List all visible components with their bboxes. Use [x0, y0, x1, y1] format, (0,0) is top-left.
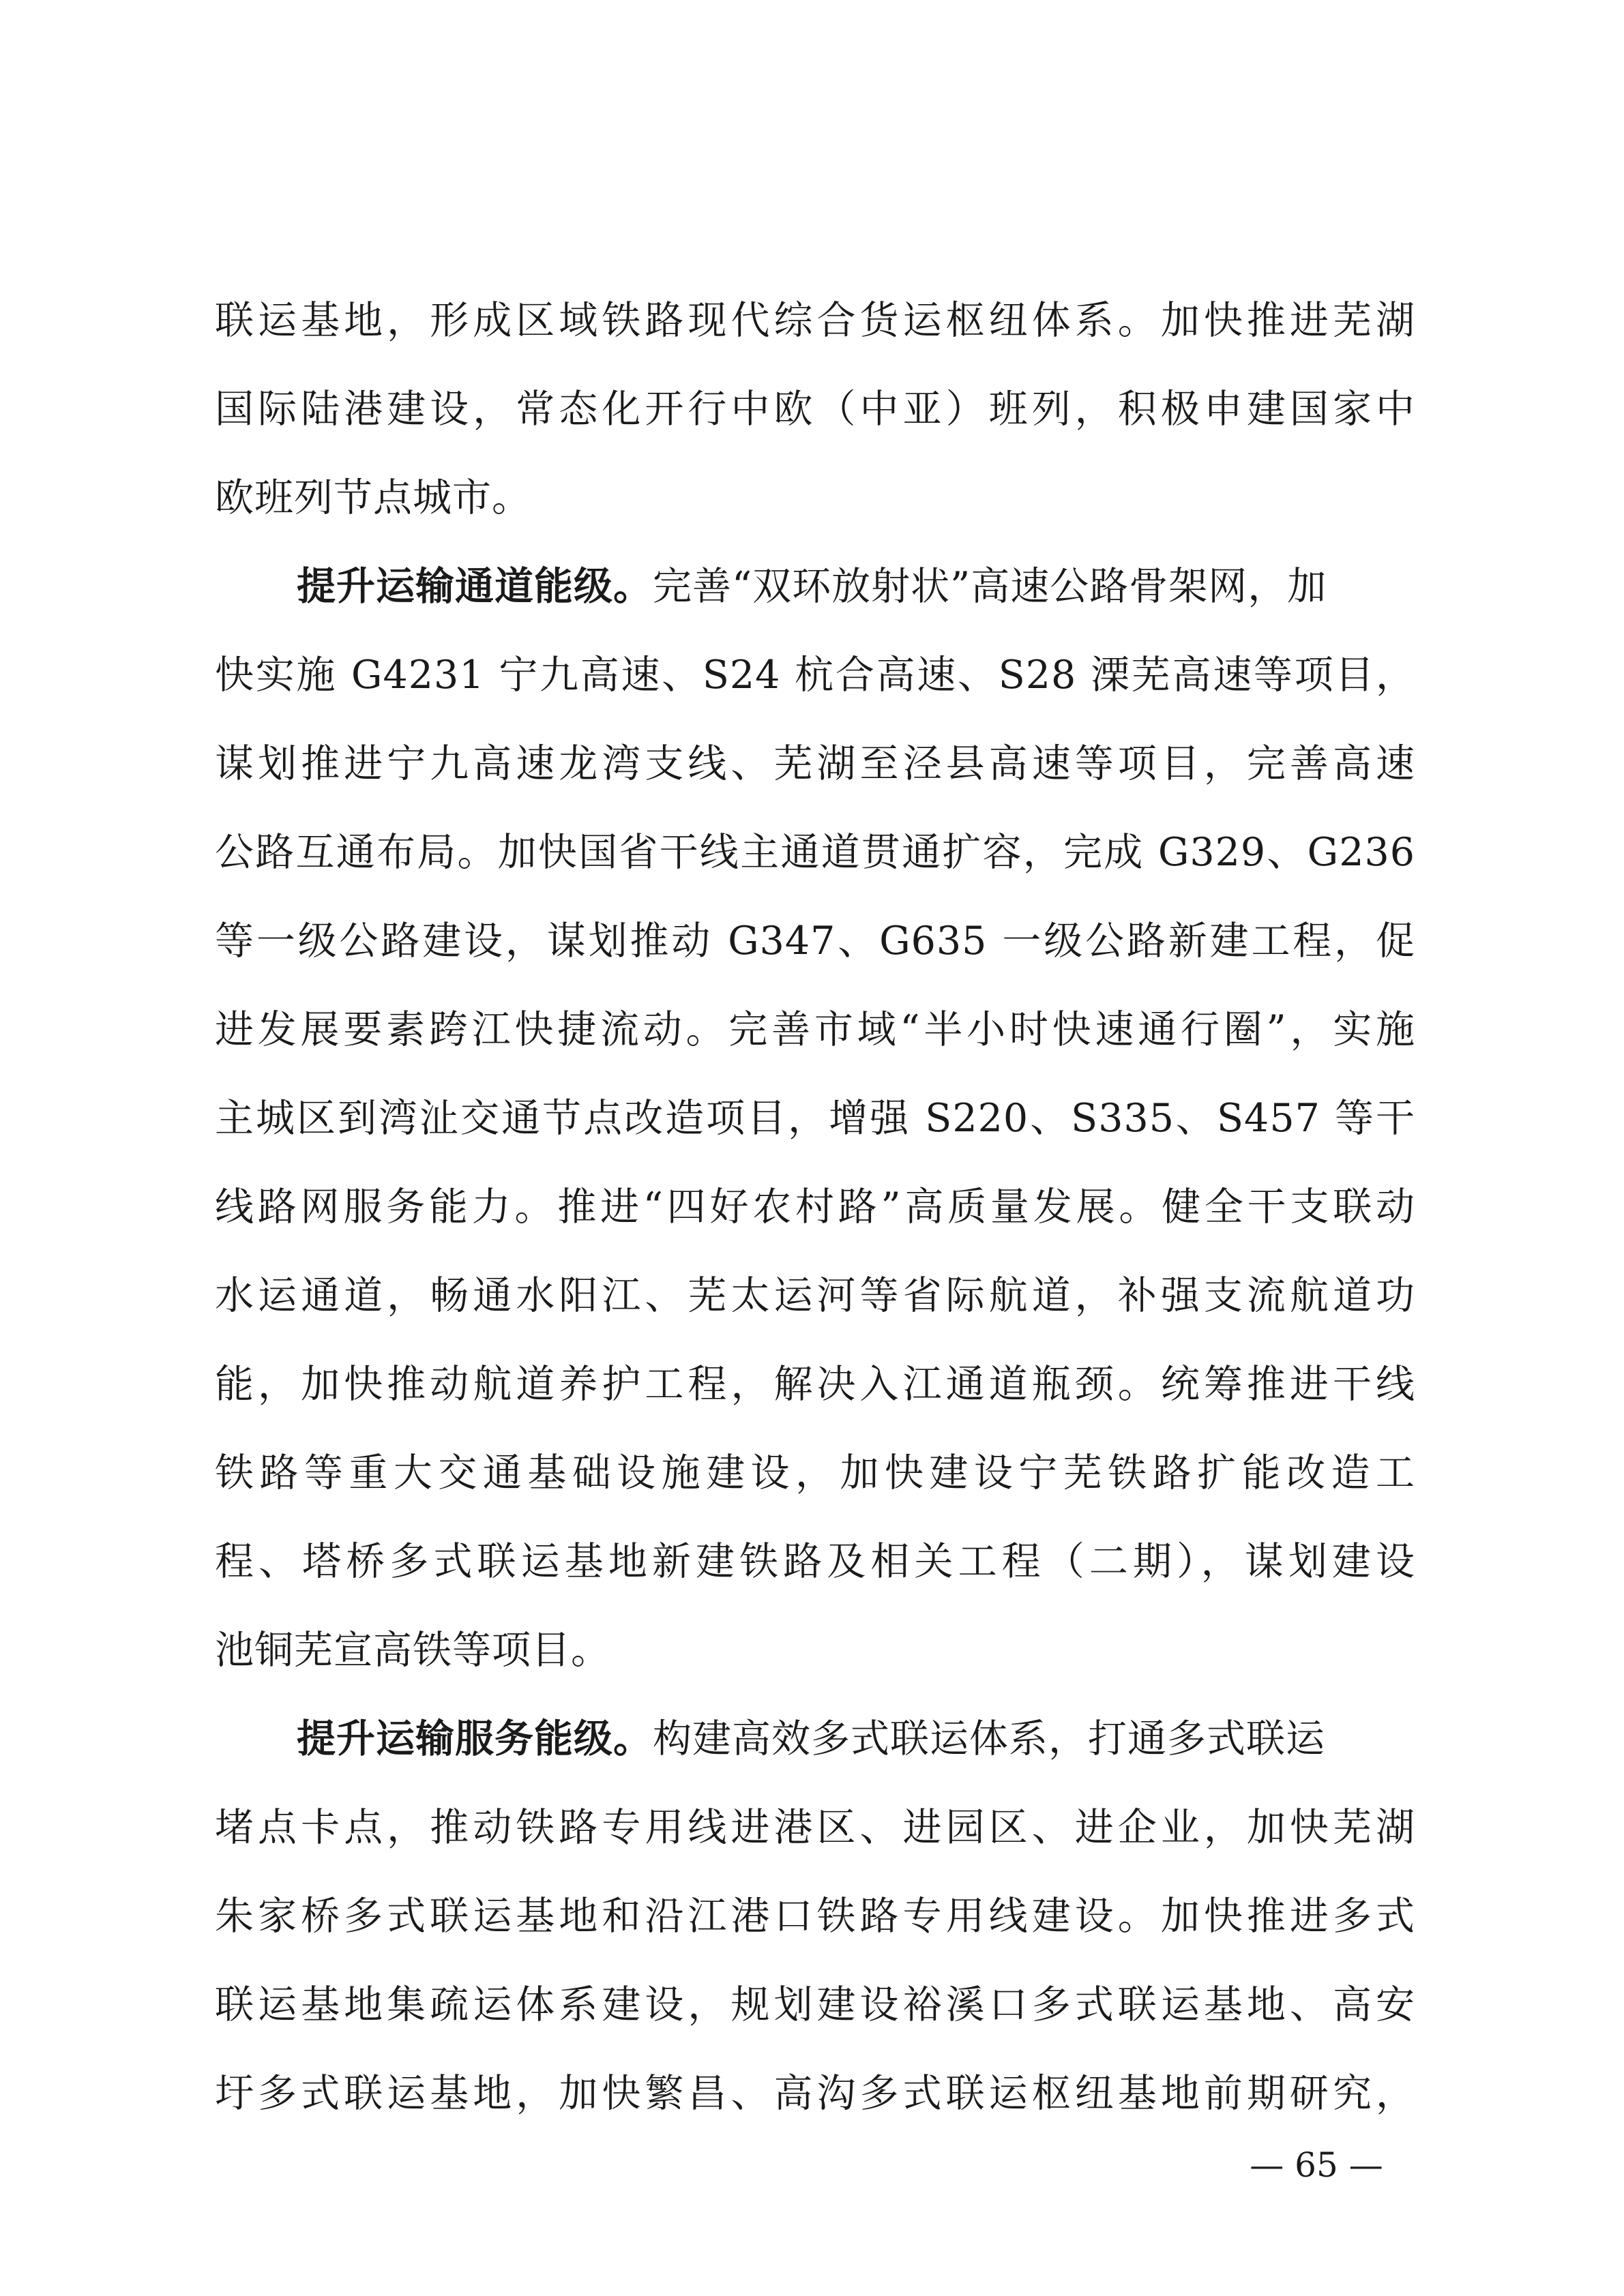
paragraph-2-line-6: 进发展要素跨江快捷流动。完善市域“半小时快速通行圈”，实施	[215, 1007, 1415, 1052]
paragraph-3-line-2: 堵点卡点，推动铁路专用线进港区、进园区、进企业，加快芜湖	[215, 1805, 1415, 1850]
paragraph-2-line-10: 能，加快推动航道养护工程，解决入江通道瓶颈。统筹推进干线	[215, 1362, 1415, 1407]
paragraph-3-line-3: 朱家桥多式联运基地和沿江港口铁路专用线建设。加快推进多式	[215, 1894, 1415, 1939]
paragraph-2-line-12: 程、塔桥多式联运基地新建铁路及相关工程（二期），谋划建设	[215, 1539, 1415, 1584]
paragraph-2-line-7: 主城区到湾沚交通节点改造项目，增强 S220、S335、S457 等干	[215, 1096, 1415, 1141]
section-heading-transport-service: 提升运输服务能级。	[297, 1716, 653, 1761]
paragraph-3-line-5: 圩多式联运基地，加快繁昌、高沟多式联运枢纽基地前期研究，	[215, 2071, 1415, 2116]
paragraph-2-line-5: 等一级公路建设，谋划推动 G347、G635 一级公路新建工程，促	[215, 919, 1415, 964]
section-heading-transport-channel: 提升运输通道能级。	[297, 564, 653, 609]
paragraph-1-line-2: 国际陆港建设，常态化开行中欧（中亚）班列，积极申建国家中	[215, 387, 1415, 432]
paragraph-2-line-4: 公路互通布局。加快国省干线主通道贯通扩容，完成 G329、G236	[215, 830, 1415, 875]
paragraph-3-first-line	[297, 1695, 1415, 1783]
paragraph-2-line-11: 铁路等重大交通基础设施建设，加快建设宁芜铁路扩能改造工	[215, 1450, 1415, 1495]
paragraph-3-line-4: 联运基地集疏运体系建设，规划建设裕溪口多式联运基地、高安	[215, 1982, 1415, 2027]
paragraph-2-line-2: 快实施 G4231 宁九高速、S24 杭合高速、S28 溧芜高速等项目，	[215, 653, 1415, 698]
page-number: — 65 —	[1250, 2145, 1383, 2185]
paragraph-2-first-line	[297, 542, 1415, 631]
paragraph-2-first-line-text: 完善“双环放射状”高速公路骨架网，加	[653, 564, 1327, 609]
paragraph-1-line-3: 欧班列节点城市。	[215, 475, 531, 520]
paragraph-2-line-9: 水运通道，畅通水阳江、芜太运河等省际航道，补强支流航道功	[215, 1273, 1415, 1318]
paragraph-2-line-13: 池铜芜宣高铁等项目。	[215, 1628, 610, 1673]
paragraph-3-first-line-text: 构建高效多式联运体系，打通多式联运	[653, 1716, 1325, 1761]
paragraph-2-line-8: 线路网服务能力。推进“四好农村路”高质量发展。健全干支联动	[215, 1184, 1415, 1229]
paragraph-2-line-3: 谋划推进宁九高速龙湾支线、芜湖至泾县高速等项目，完善高速	[215, 741, 1415, 786]
paragraph-1-line-1: 联运基地，形成区域铁路现代综合货运枢纽体系。加快推进芜湖	[215, 298, 1415, 343]
